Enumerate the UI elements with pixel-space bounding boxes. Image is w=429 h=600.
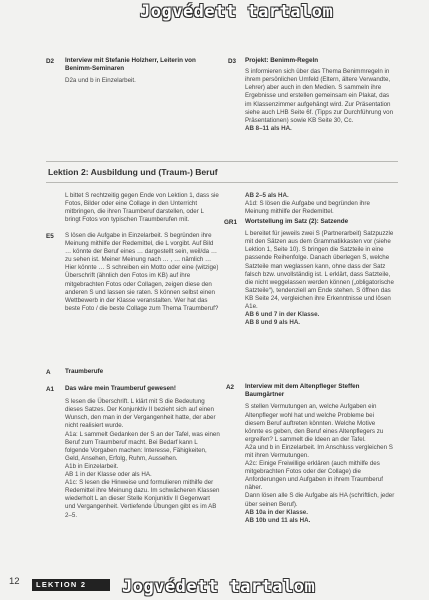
watermark-top: Jogvédett tartalom xyxy=(140,2,334,22)
text-a1a: A1a: L sammelt Gedanken der S an der Tafel, was einen Beruf zum Traumberuf macht. Bei Bedarf kann L folgende Vorgaben machen: Interesse, Fähigkeiten, Geld, Ansehen, Erfolg, Ruhm, Aussehen. xyxy=(65,430,220,462)
section-a xyxy=(65,368,220,376)
text-ab1: AB 1 in der Klasse oder als HA. xyxy=(65,471,152,479)
homework-6-7: AB 6 und 7 in der Klasse. xyxy=(245,311,320,319)
lesson-label-bar: LEKTION 2 xyxy=(32,579,110,591)
heading-a: Traumberufe xyxy=(65,368,104,375)
section-a1 xyxy=(65,385,220,520)
watermark-bottom: Jogvédett tartalom xyxy=(122,577,316,597)
text-gr1: L bereitet für jeweils zwei S (Partnerarbeit) Satzpuzzle mit den Sätzen aus dem Grammatikkasten vor (siehe Lektion 1, Seite 10). S bringen die Satzteile in eine passende Reihenfolge. Danach überlegen S, welche Satzteile man weglassen kann, ohne dass der Satz falsch bzw. unvollständig ist. L erklärt, dass Satzteile, die nicht weggelassen werden können („obligatorische Satzteile“), tendenziell am Ende stehen. S öffnen das KB Seite 24, vergleichen ihre Erkenntnisse und lösen A1e. xyxy=(245,230,394,311)
text-a2ab: A2a und b in Einzelarbeit. Im Anschluss vergleichen S mit ihren Vermutungen. xyxy=(245,443,393,459)
section-e5 xyxy=(65,232,220,313)
heading-gr1: Wortstellung im Satz (2): Satzende xyxy=(245,218,349,225)
text-a1d: A1d: S lösen die Aufgabe und begründen ihre Meinung mithilfe der Redemittel. xyxy=(245,200,370,216)
heading-a2: Interview mit dem Altenpfleger Steffen Baumgärtner xyxy=(245,383,360,399)
right-top xyxy=(245,192,395,216)
section-code-gr1: GR1 xyxy=(224,219,237,226)
homework-8-9: AB 8 und 9 als HA. xyxy=(245,319,301,327)
heading-a1: Das wäre mein Traumberuf gewesen! xyxy=(65,385,176,392)
intro-text: L bittet S rechtzeitig gegen Ende von Lektion 1, dass sie Fotos, Bilder oder eine Collage in den Unterricht mitbringen, die ihren Traumberuf darstellen, oder L bringt Fotos von typischen Traumberufen mit. xyxy=(65,192,219,224)
section-code-d2: D2 xyxy=(46,58,55,65)
text-a2c: A2c: Einige Freiwillige erklären (auch mithilfe des mitgebrachten Fotos oder der Collage) die Anforderungen und Aufgaben in ihrem Traumberuf näher. xyxy=(245,460,383,492)
section-code-a1: A1 xyxy=(46,386,55,393)
text-a1b: A1b in Einzelarbeit. xyxy=(65,462,119,470)
text-a1: S lesen die Überschrift. L klärt mit S die Bedeutung dieses Satzes. Der Konjunktiv II bezieht sich auf einen Wunsch, den man in der Vergangenheit hatte, der aber nicht realisiert wurde. xyxy=(65,398,216,430)
section-code-e5: E5 xyxy=(46,233,54,240)
text-e5: S lösen die Aufgabe in Einzelarbeit. S begründen ihre Meinung mithilfe der Redemittel, die L vorgibt. Auf Bild … könnte der Beruf eines … dargestellt sein, weil/da … zu sehen ist. Meiner Meinung nach … , … nämlich … Hier könnte … S schreiben ein Motto oder eine (witzige) Überschrift (ähnlich den Fotos im KB) auf ihre mitgebrachten Fotos oder Collagen, zeigen diese den anderen S und lassen sie raten. S können selbst einen Wettbewerb in der Klasse veranstalten. Wer hat das beste Foto / die beste Collage zum Thema Traumberuf? xyxy=(65,232,219,312)
section-a2 xyxy=(245,383,395,525)
text-d2: D2a und b in Einzelarbeit. xyxy=(65,77,136,85)
text-a2c-homework: Dann lösen alle S die Aufgabe als HA (schriftlich, jeder über seinen Beruf). xyxy=(245,492,395,508)
heading-d2: Interview mit Stefanie Holzherr, Leiterin von Benimm-Seminaren xyxy=(65,57,196,73)
section-code-d3: D3 xyxy=(228,58,237,65)
section-gr1 xyxy=(245,218,395,327)
heading-d3: Projekt: Benimm-Regeln xyxy=(245,57,319,64)
homework-10b-11: AB 10b und 11 als HA. xyxy=(245,516,311,524)
section-d2 xyxy=(65,57,205,86)
page-number: 12 xyxy=(9,576,20,587)
lesson-title: Lektion 2: Ausbildung und (Traum-) Beruf xyxy=(48,167,218,177)
section-d3 xyxy=(245,57,393,133)
text-d3: S informieren sich über das Thema Benimmregeln in ihrem persönlichen Umfeld (Eltern, ältere Verwandte, Lehrer) aber auch in den Medien. S sammeln ihre Ergebnisse und erstellen gemeinsam ein Plakat, das im Klassenzimmer aufgehängt wird. Zur Präsentation siehe auch LHB Seite 6f. (Tipps zur Durchführung von Präsentationen) sowie KB Seite 30, Cc. xyxy=(245,68,394,124)
homework-d3: AB 8–11 als HA. xyxy=(245,124,292,132)
divider-top xyxy=(46,161,398,162)
section-code-a: A xyxy=(46,369,51,376)
intro-paragraph xyxy=(65,192,220,224)
section-code-a2: A2 xyxy=(226,384,235,391)
text-a2: S stellen Vermutungen an, welche Aufgaben ein Altenpfleger wohl hat und welche Probleme bei diesem Beruf auftreten könnten. Welche Motive könnte es geben, den Beruf eines Altenpflegers zu ergreifen? L sammelt die Ideen an der Tafel. xyxy=(245,403,384,443)
homework-10a: AB 10a in der Klasse. xyxy=(245,508,308,516)
text-a1c: A1c: S lesen die Hinweise und formulieren mithilfe der Redemittel ihre Meinung dazu. Im schwächeren Klassen wiederholt L an dieser Stelle Konjunktiv II Gegenwart und Vergangenheit. Vertiefende Übungen gibt es im AB 2–5. xyxy=(65,479,220,519)
divider-bottom xyxy=(46,182,398,183)
homework-2-5: AB 2–5 als HA. xyxy=(245,192,289,199)
